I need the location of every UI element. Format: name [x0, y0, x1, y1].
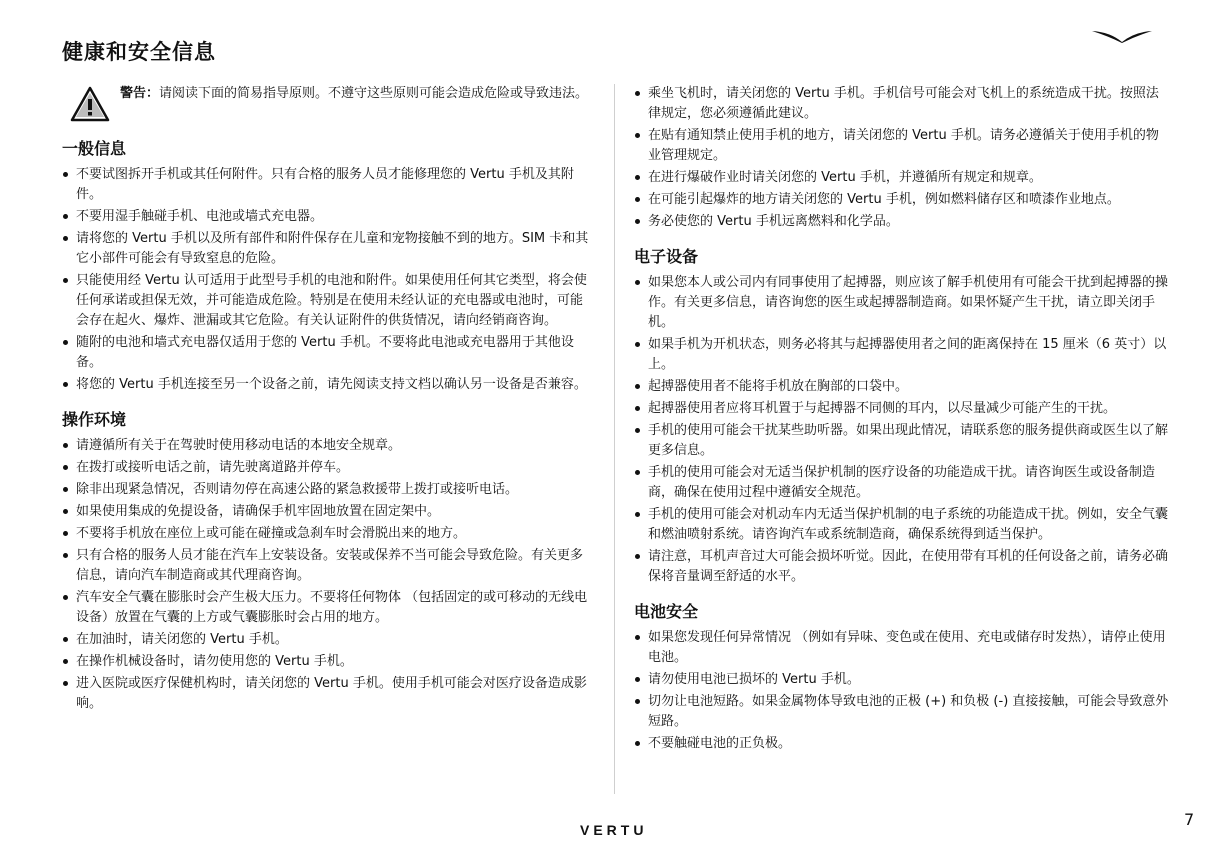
page-number: 7: [1184, 810, 1195, 829]
list-item: 如果您本人或公司内有同事使用了起搏器，则应该了解手机使用有可能会干扰到起搏器的操作。有关更多信息，请咨询您的医生或起搏器制造商。如果怀疑产生干扰，请立即关闭手机。: [634, 273, 1170, 333]
warning-box: [62, 84, 594, 126]
list-item: 随附的电池和墙式充电器仅适用于您的 Vertu 手机。不要将此电池或充电器用于其他设备。: [62, 333, 594, 373]
right-column: [634, 84, 1170, 768]
list-item: 请注意，耳机声音过大可能会损坏听觉。因此，在使用带有耳机的任何设备之前，请务必确保将音量调至舒适的水平。: [634, 547, 1170, 587]
list-item: 务必使您的 Vertu 手机远离燃料和化学品。: [634, 212, 1170, 232]
section-heading: 操作环境: [62, 410, 127, 429]
list-item: 手机的使用可能会对机动车内无适当保护机制的电子系统的功能造成干扰。例如，安全气囊和燃油喷射系统。请咨询汽车或系统制造商，确保系统得到适当保护。: [634, 505, 1170, 545]
section: [634, 601, 1170, 754]
list-item: 不要将手机放在座位上或可能在碰撞或急刹车时会滑脱出来的地方。: [62, 524, 594, 544]
list-item: 乘坐飞机时，请关闭您的 Vertu 手机。手机信号可能会对飞机上的系统造成干扰。按照法律规定，您必须遵循此建议。: [634, 84, 1170, 124]
list-item: 汽车安全气囊在膨胀时会产生极大压力。不要将任何物体 （包括固定的或可移动的无线电设备）放置在气囊的上方或气囊膨胀时会占用的地方。: [62, 588, 594, 628]
list-item: 如果手机为开机状态，则务必将其与起搏器使用者之间的距离保持在 15 厘米（6 英寸）以上。: [634, 335, 1170, 375]
left-column: [62, 84, 594, 728]
list-item: 在加油时，请关闭您的 Vertu 手机。: [62, 630, 594, 650]
list-item: 在进行爆破作业时请关闭您的 Vertu 手机，并遵循所有规定和规章。: [634, 168, 1170, 188]
section-heading: 电池安全: [634, 602, 699, 621]
list-item: 在可能引起爆炸的地方请关闭您的 Vertu 手机，例如燃料储存区和喷漆作业地点。: [634, 190, 1170, 210]
section: [634, 246, 1170, 587]
list-item: 只能使用经 Vertu 认可适用于此型号手机的电池和附件。如果使用任何其它类型，将会使任何承诺或担保无效，并可能造成危险。特别是在使用未经认证的充电器或电池时，可能会存在起火、爆炸、泄漏或其它危险。有关认证附件的供货情况，请向经销商咨询。: [62, 271, 594, 331]
list-item: 起搏器使用者应将耳机置于与起搏器不同侧的耳内，以尽量减少可能产生的干扰。: [634, 399, 1170, 419]
list-item: 手机的使用可能会对无适当保护机制的医疗设备的功能造成干扰。请咨询医生或设备制造商，确保在使用过程中遵循安全规范。: [634, 463, 1170, 503]
list-item: 在贴有通知禁止使用手机的地方，请关闭您的 Vertu 手机。请务必遵循关于使用手机的物业管理规定。: [634, 126, 1170, 166]
warning-triangle-icon: [70, 86, 110, 122]
list-item: 不要触碰电池的正负极。: [634, 734, 1170, 754]
footer-brand: VERTU: [580, 822, 648, 838]
warning-text: 请阅读下面的简易指导原则。不遵守这些原则可能会造成危险或导致违法。: [159, 86, 589, 101]
list-item: 切勿让电池短路。如果金属物体导致电池的正极 (+) 和负极 (-) 直接接触，可能会导致意外短路。: [634, 692, 1170, 732]
list-item: 不要试图拆开手机或其任何附件。只有合格的服务人员才能修理您的 Vertu 手机及其附件。: [62, 165, 594, 205]
list-item: 如果您发现任何异常情况 （例如有异味、变色或在使用、充电或储存时发热），请停止使用电池。: [634, 628, 1170, 668]
vertu-logo-icon: [1090, 28, 1154, 44]
list-item: 请将您的 Vertu 手机以及所有部件和附件保存在儿童和宠物接触不到的地方。SIM 卡和其它小部件可能会有导致窒息的危险。: [62, 229, 594, 269]
list-item: 只有合格的服务人员才能在汽车上安装设备。安装或保养不当可能会导致危险。有关更多信息，请向汽车制造商或其代理商咨询。: [62, 546, 594, 586]
bullet-list: [62, 165, 594, 395]
section: [62, 409, 594, 714]
list-item: 在操作机械设备时，请勿使用您的 Vertu 手机。: [62, 652, 594, 672]
section-heading: 一般信息: [62, 139, 127, 158]
section: [62, 138, 594, 395]
list-item: 在拨打或接听电话之前，请先驶离道路并停车。: [62, 458, 594, 478]
section-heading: 电子设备: [634, 247, 699, 266]
column-divider: [614, 84, 615, 794]
list-item: 进入医院或医疗保健机构时，请关闭您的 Vertu 手机。使用手机可能会对医疗设备造成影响。: [62, 674, 594, 714]
bullet-list: [634, 628, 1170, 754]
bullet-list: [62, 436, 594, 714]
list-item: 除非出现紧急情况，否则请勿停在高速公路的紧急救援带上拨打或接听电话。: [62, 480, 594, 500]
bullet-list: [634, 273, 1170, 587]
list-item: 起搏器使用者不能将手机放在胸部的口袋中。: [634, 377, 1170, 397]
list-item: 请勿使用电池已损坏的 Vertu 手机。: [634, 670, 1170, 690]
bullet-list: [634, 84, 1170, 232]
section: [634, 84, 1170, 232]
list-item: 请遵循所有关于在驾驶时使用移动电话的本地安全规章。: [62, 436, 594, 456]
list-item: 手机的使用可能会干扰某些助听器。如果出现此情况，请联系您的服务提供商或医生以了解更多信息。: [634, 421, 1170, 461]
list-item: 如果使用集成的免提设备，请确保手机牢固地放置在固定架中。: [62, 502, 594, 522]
list-item: 将您的 Vertu 手机连接至另一个设备之前，请先阅读支持文档以确认另一设备是否兼容。: [62, 375, 594, 395]
list-item: 不要用湿手触碰手机、电池或墙式充电器。: [62, 207, 594, 227]
page-title: 健康和安全信息: [62, 40, 216, 64]
warning-label: 警告：: [120, 86, 160, 101]
